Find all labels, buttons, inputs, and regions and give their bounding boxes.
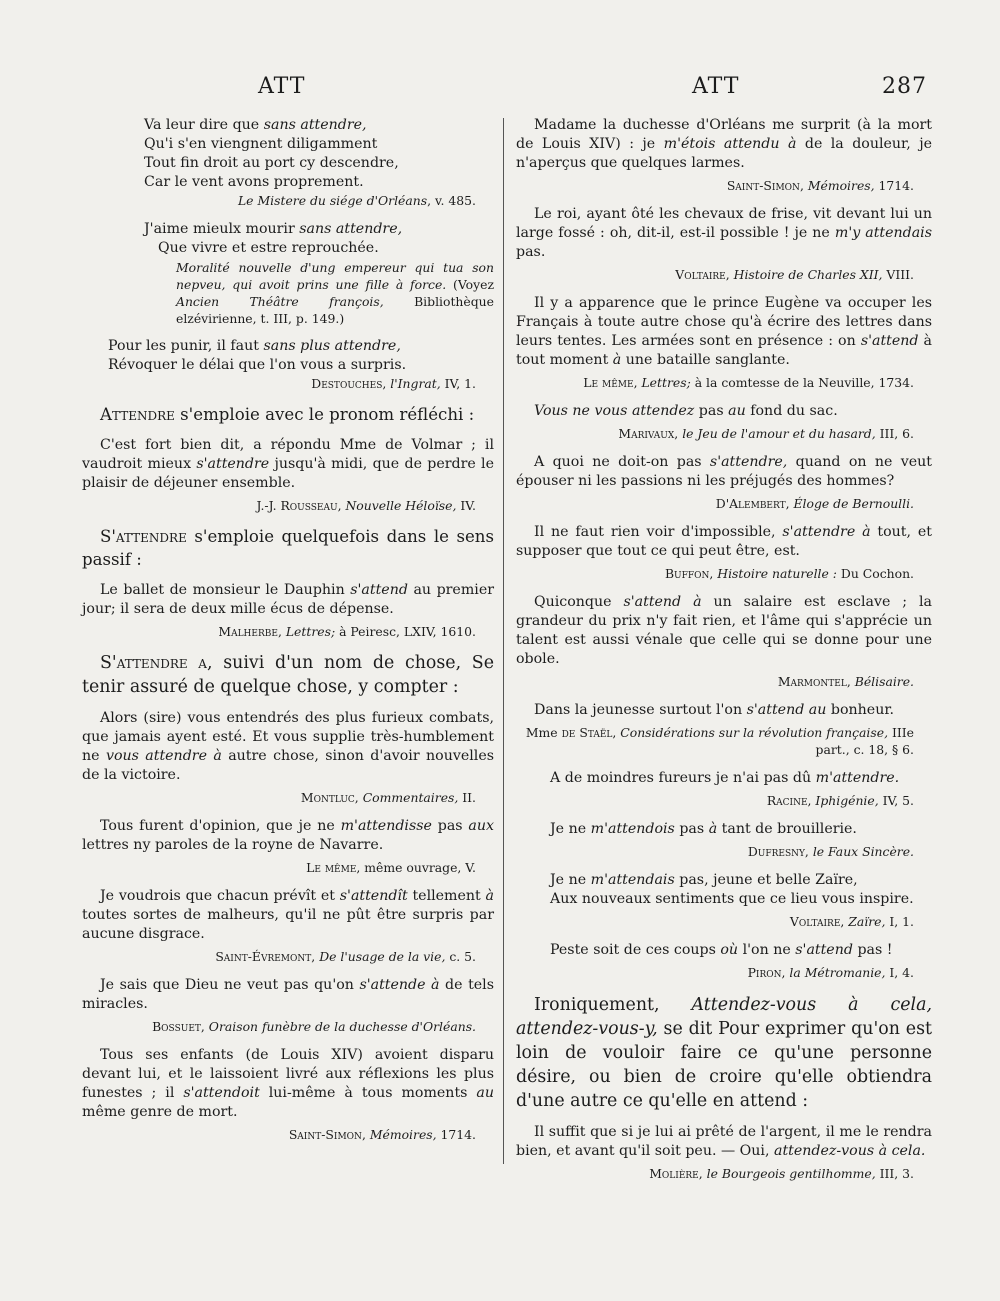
citation: Saint-Simon, Mémoires, 1714. [288,1127,476,1142]
citation: Racine, Iphigénie, IV, 5. [766,793,914,808]
citation: Le même, même ouvrage, V. [306,860,476,875]
example-quote: Je voudrois que chacun prévît et s'attendît tellement à toutes sortes de malheurs, qu'il ne pût être surpris par aucune disgrace. [82,888,494,942]
citation: Saint-Évremont, De l'usage de la vie, c. 5. [215,949,476,964]
usage-rule: Ironiquement, Attendez-vous à cela, attendez-vous-y, se dit Pour exprimer qu'on est loin de vouloir faire ce qu'une personne désire, ou bien de croire qu'elle obtiendra d'une autre ce qu'elle en attend : [516,995,932,1111]
citation: Saint-Simon, Mémoires, 1714. [726,178,914,193]
verse-quote: Va leur dire que sans attendre, Qu'i s'en viengnent diligamment Tout fin droit au port cy descendre, Car le vent avons proprement. [144,117,399,190]
citation: Dufresny, le Faux Sincère. [747,844,914,859]
usage-rule: Attendre s'emploie avec le pronom réfléchi : [100,405,475,424]
example-quote: Peste soit de ces coups où l'on ne s'attend pas ! [550,942,893,958]
usage-rule: S'attendre s'emploie quelquefois dans le sens passif : [82,527,494,569]
citation: Montluc, Commentaires, II. [300,790,476,805]
example-quote: Madame la duchesse d'Orléans me surprit (à la mort de Louis XIV) : je m'étois attendu à de la douleur, je n'aperçus que quelques larmes. [516,117,933,171]
running-head-center: ATT [692,74,740,99]
example-quote: Tous ses enfants (de Louis XIV) avoient disparu devant lui, et le laissoient livré aux réflexions les plus funestes ; il s'attendoit lui-même à tous moments au même genre de mort. [82,1047,494,1120]
verse-quote: Je ne m'attendais pas, jeune et belle Zaïre, Aux nouveaux sentiments que ce lieu vous inspire. [550,872,914,907]
citation: Buffon, Histoire naturelle : Du Cochon. [664,566,914,581]
citation: Voltaire, Zaïre, I, 1. [789,914,914,929]
page-number: 287 [882,74,927,99]
example-quote: Il ne faut rien voir d'impossible, s'attendre à tout, et supposer que tout ce qui peut être, est. [516,524,932,559]
example-quote: Le ballet de monsieur le Dauphin s'attend au premier jour; il sera de deux mille écus de dépense. [82,582,495,617]
citation: Bossuet, Oraison funèbre de la duchesse d'Orléans. [152,1019,476,1034]
example-quote: Il y a apparence que le prince Eugène va occuper les Français à toute autre chose qu'à écrire des lettres dans leurs tentes. Les armées sont en présence : on s'attend à tout moment à une bataille sanglante. [516,295,933,368]
example-quote: Vous ne vous attendez pas au fond du sac. [534,403,838,419]
column-divider [503,118,504,1164]
citation: Piron, la Métromanie, I, 4. [747,965,914,980]
citation: D'Alembert, Éloge de Bernoulli. [715,496,914,511]
citation: Le Mistere du siége d'Orléans, v. 485. [237,193,476,208]
example-quote: Je ne m'attendois pas à tant de brouillerie. [550,821,857,837]
citation: J.-J. Rousseau, Nouvelle Héloïse, IV. [256,498,476,513]
usage-rule: S'attendre a, suivi d'un nom de chose, Se tenir assuré de quelque chose, y compter : [82,653,495,697]
right-column [516,116,932,1193]
citation: Destouches, l'Ingrat, IV, 1. [311,376,476,391]
verse-quote: J'aime mieulx mourir sans attendre, Que vivre et estre reprouchée. [144,221,403,256]
citation: Marivaux, le Jeu de l'amour et du hasard, III, 6. [618,426,914,441]
running-head-left: ATT [258,74,306,99]
example-quote: Le roi, ayant ôté les chevaux de frise, vit devant lui un large fossé : oh, dit-il, est-il possible ! je ne m'y attendais pas. [516,206,932,260]
citation: Le même, Lettres; à la comtesse de la Neuville, 1734. [583,375,914,390]
example-quote: Il suffit que si je lui ai prêté de l'argent, il me le rendra bien, et avant qu'il soit peu. — Oui, attendez-vous à cela. [516,1124,932,1159]
example-quote: A de moindres fureurs je n'ai pas dû m'attendre. [550,770,900,786]
example-quote: Quiconque s'attend à un salaire est esclave ; la grandeur du prix n'y fait rien, et l'âme qui s'apprécie un talent est aussi vénale que celle qui se donne pour une obole. [516,594,932,667]
citation: Voltaire, Histoire de Charles XII, VIII. [675,267,914,282]
example-quote: Tous furent d'opinion, que je ne m'attendisse pas aux lettres ny paroles de la royne de Navarre. [82,818,494,853]
citation: Moralité nouvelle d'ung empereur qui tua son nepveu, qui avoit prins une fille à force. (Voyez Ancien Théâtre françois, Bibliothèque elzévirienne, t. III, p. 149.) [176,260,494,326]
citation: Molière, le Bourgeois gentilhomme, III, 3. [649,1166,914,1181]
example-quote: C'est fort bien dit, a répondu Mme de Volmar ; il vaudroit mieux s'attendre jusqu'à midi, que de perdre le plaisir de déjeuner ensemble. [82,437,494,491]
citation: Mme de Staël, Considérations sur la révolution française, IIIe part., c. 18, § 6. [525,725,914,757]
citation: Marmontel, Bélisaire. [777,674,914,689]
citation: Malherbe, Lettres; à Peiresc, LXIV, 1610. [218,624,476,639]
example-quote: Alors (sire) vous entendrés des plus furieux combats, que jamais ayent esté. Et vous supplie très-humblement ne vous attendre à autre chose, sinon d'avoir nouvelles de la victoire. [82,710,494,783]
example-quote: Je sais que Dieu ne veut pas qu'on s'attende à de tels miracles. [82,977,494,1012]
example-quote: Dans la jeunesse surtout l'on s'attend au bonheur. [534,702,895,718]
left-column [82,116,494,1154]
verse-quote: Pour les punir, il faut sans plus attendre, Révoquer le délai que l'on vous a surpris. [108,338,407,373]
example-quote: A quoi ne doit-on pas s'attendre, quand on ne veut épouser ni les passions ni les préjugés des hommes? [516,454,932,489]
